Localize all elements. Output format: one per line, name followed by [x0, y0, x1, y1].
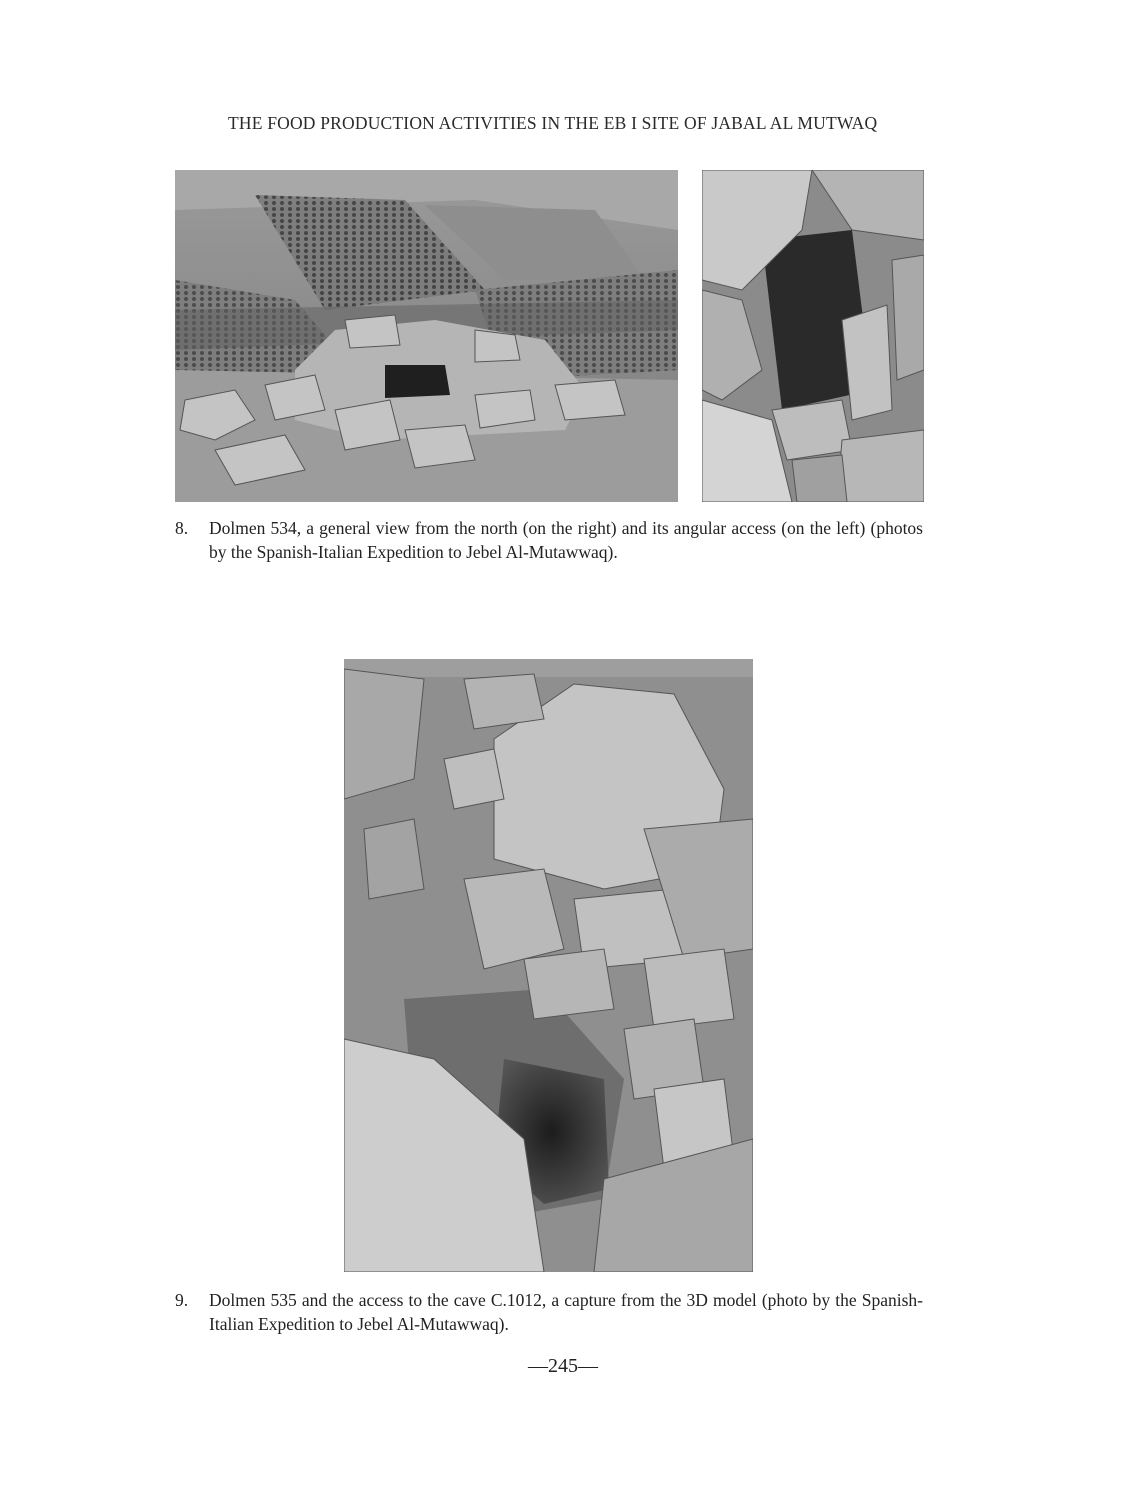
figure-9-caption: [175, 1288, 923, 1336]
figure-9-caption-text: Dolmen 535 and the access to the cave C.1012, a capture from the 3D model (photo by the Spanish-Italian Expedition to Jebel Al-Mutawwaq).: [209, 1290, 923, 1334]
figure-8-caption: [175, 516, 923, 564]
page-number: —245—: [528, 1355, 598, 1377]
figure-8-photo-landscape: [175, 170, 678, 502]
figure-8-number: 8.: [175, 518, 189, 538]
figure-8-caption-text: Dolmen 534, a general view from the north (on the right) and its angular access (on the left) (photos by the Spanish-Italian Expedition to Jebel Al-Mutawwaq).: [209, 518, 923, 562]
figure-8-photo-access: [702, 170, 924, 502]
figure-9-photo-cave-access: [344, 659, 753, 1272]
figure-9-number: 9.: [175, 1290, 189, 1310]
running-header: THE FOOD PRODUCTION ACTIVITIES IN THE EB I SITE OF JABAL AL MUTWAQ: [228, 113, 878, 133]
